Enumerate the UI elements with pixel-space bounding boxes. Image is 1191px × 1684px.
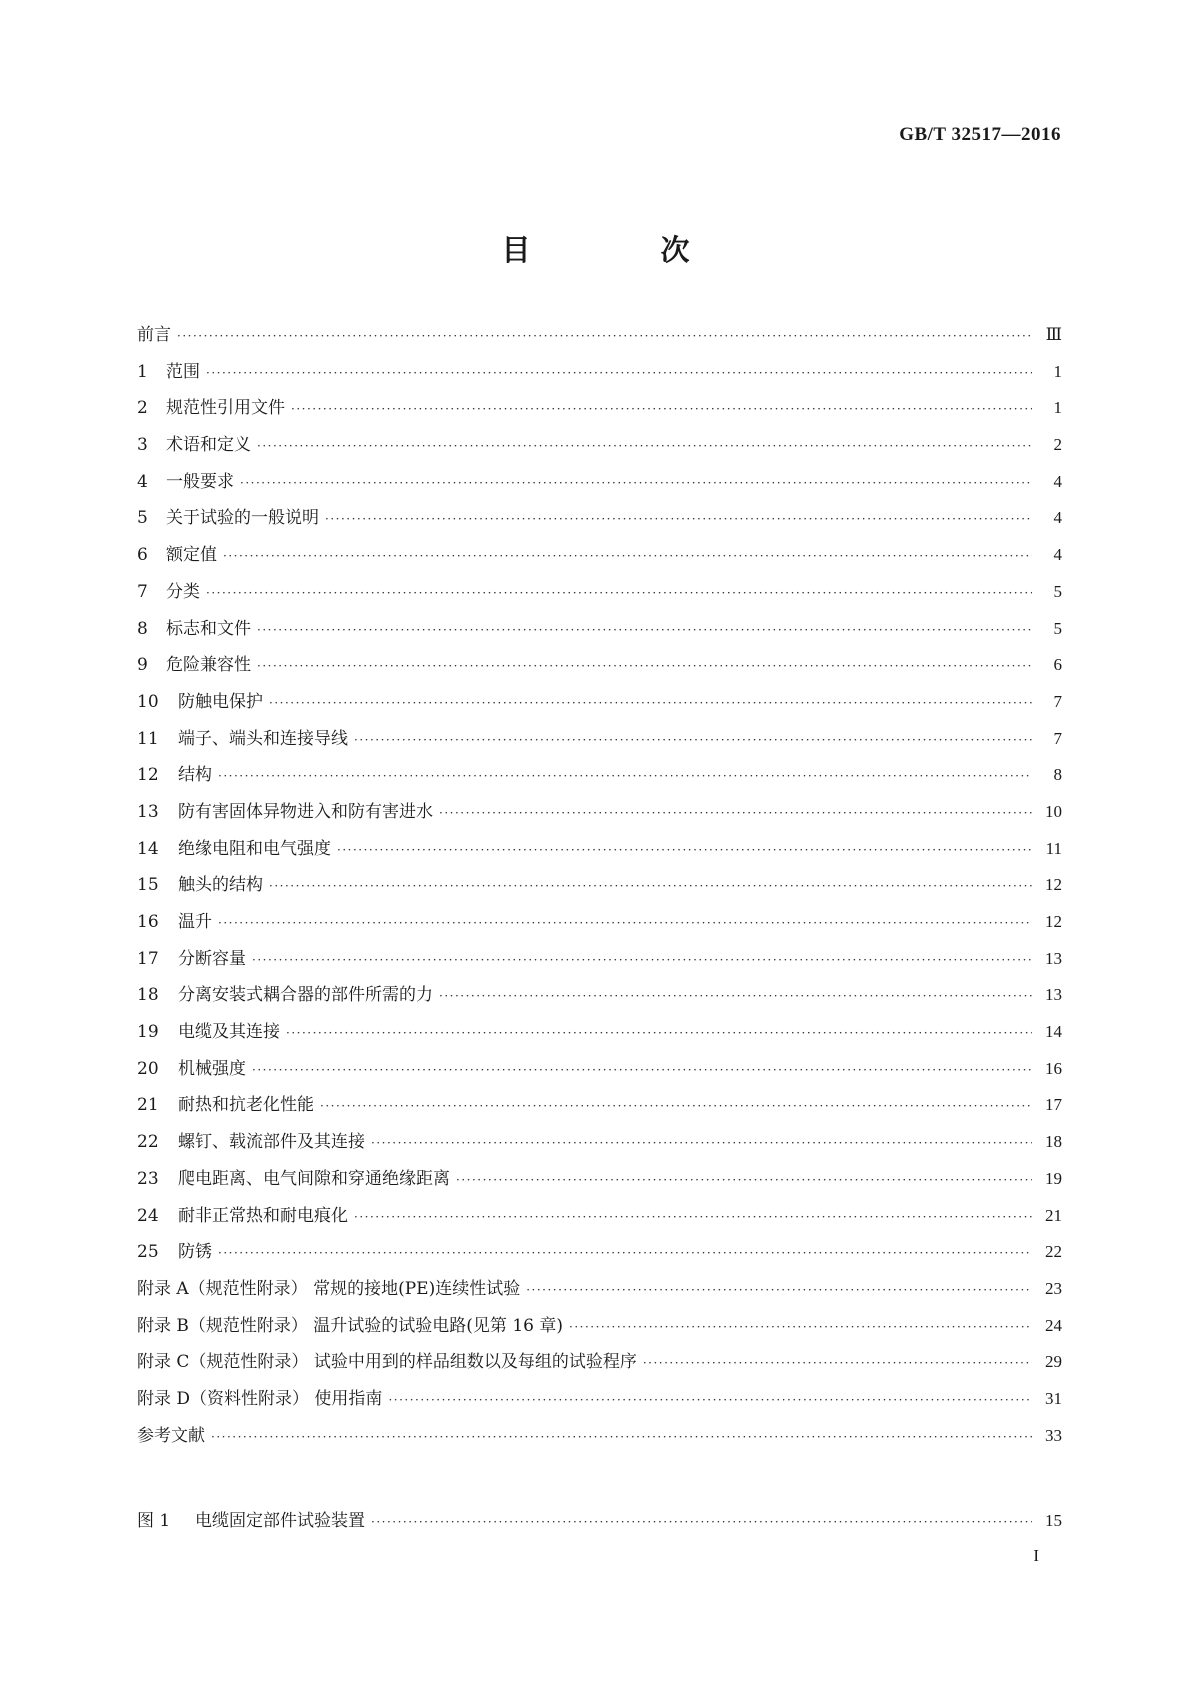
toc-entry[interactable] — [137, 540, 1062, 577]
toc-entry-page: 5 — [1053, 618, 1062, 638]
toc-entry-number: 13 — [137, 801, 159, 822]
dot-leader — [252, 1063, 1032, 1077]
toc-entry-number: 2 — [137, 398, 148, 419]
toc-entry[interactable] — [137, 1017, 1062, 1054]
figure-number: 图 1 — [137, 1511, 171, 1531]
table-of-contents — [137, 320, 1062, 1457]
toc-entry-page: 12 — [1045, 875, 1062, 895]
toc-entry[interactable] — [137, 1127, 1062, 1164]
toc-entry-label: 防锈 — [178, 1242, 212, 1263]
toc-entry-page: 16 — [1045, 1058, 1062, 1078]
toc-entry-number: 14 — [137, 838, 159, 859]
dot-leader — [354, 1210, 1032, 1224]
toc-entry[interactable] — [137, 1164, 1062, 1201]
toc-entry-page: 23 — [1045, 1278, 1062, 1298]
toc-entry-number: 23 — [137, 1168, 159, 1189]
toc-entry-number: 17 — [137, 948, 159, 969]
toc-entry-page: 4 — [1053, 471, 1062, 491]
toc-entry-page: 1 — [1053, 361, 1062, 381]
dot-leader — [643, 1356, 1032, 1370]
toc-entry[interactable] — [137, 320, 1062, 357]
dot-leader — [439, 806, 1032, 820]
dot-leader — [206, 586, 1032, 600]
toc-entry-label: 耐热和抗老化性能 — [178, 1095, 314, 1116]
toc-entry[interactable] — [137, 1090, 1062, 1127]
toc-entry-page: 8 — [1053, 765, 1062, 785]
toc-entry-label: 附录 C（规范性附录） 试验中用到的样品组数以及每组的试验程序 — [137, 1352, 637, 1373]
dot-leader — [218, 1246, 1032, 1260]
page-number: I — [1033, 1546, 1039, 1565]
toc-entry-label: 防有害固体异物进入和防有害进水 — [178, 801, 433, 822]
toc-entry-label: 术语和定义 — [166, 435, 251, 456]
toc-entry[interactable] — [137, 1274, 1062, 1311]
figure-entry[interactable] — [137, 1506, 1062, 1543]
figure-list — [137, 1506, 1062, 1543]
toc-entry-label: 耐非正常热和耐电痕化 — [178, 1205, 348, 1226]
toc-entry-page: 5 — [1053, 581, 1062, 601]
toc-entry-page: 6 — [1053, 655, 1062, 675]
dot-leader — [269, 696, 1032, 710]
toc-entry-label: 结构 — [178, 765, 212, 786]
dot-leader — [456, 1173, 1032, 1187]
toc-entry-number: 1 — [137, 361, 148, 382]
toc-entry[interactable] — [137, 393, 1062, 430]
dot-leader — [371, 1136, 1032, 1150]
dot-leader — [337, 843, 1032, 857]
toc-entry[interactable] — [137, 1384, 1062, 1421]
toc-entry-number: 22 — [137, 1132, 159, 1153]
toc-entry-page: 24 — [1045, 1315, 1062, 1335]
toc-entry-number: 19 — [137, 1022, 159, 1043]
toc-entry-label: 额定值 — [166, 545, 217, 566]
toc-entry-page: 31 — [1045, 1388, 1062, 1408]
toc-entry-label: 分类 — [166, 581, 200, 602]
toc-entry-label: 关于试验的一般说明 — [166, 508, 319, 529]
toc-entry-label: 触头的结构 — [178, 875, 263, 896]
toc-entry-number: 4 — [137, 471, 148, 492]
toc-entry-label: 绝缘电阻和电气强度 — [178, 838, 331, 859]
toc-entry[interactable] — [137, 430, 1062, 467]
toc-entry-page: 11 — [1045, 838, 1062, 858]
dot-leader — [211, 1430, 1032, 1444]
toc-title: 目 次 — [501, 233, 750, 267]
toc-entry-label: 螺钉、载流部件及其连接 — [178, 1132, 365, 1153]
toc-entry[interactable] — [137, 907, 1062, 944]
dot-leader — [371, 1515, 1032, 1529]
toc-entry-page: Ⅲ — [1045, 325, 1062, 344]
toc-entry-number: 20 — [137, 1058, 159, 1079]
toc-entry[interactable] — [137, 724, 1062, 761]
toc-entry-label: 附录 D（资料性附录） 使用指南 — [137, 1388, 383, 1409]
toc-entry-label: 参考文献 — [137, 1425, 205, 1446]
toc-entry-page: 4 — [1053, 545, 1062, 565]
dot-leader — [526, 1283, 1032, 1297]
toc-entry[interactable] — [137, 357, 1062, 394]
dot-leader — [223, 549, 1032, 563]
toc-entry[interactable] — [137, 1054, 1062, 1091]
toc-entry-label: 分离安装式耦合器的部件所需的力 — [178, 985, 433, 1006]
dot-leader — [325, 512, 1032, 526]
toc-entry-label: 温升 — [178, 912, 212, 932]
toc-entry-page: 21 — [1045, 1205, 1062, 1225]
toc-entry-page: 7 — [1053, 691, 1062, 711]
toc-entry-number: 3 — [137, 435, 148, 456]
toc-entry-number: 8 — [137, 618, 148, 639]
toc-entry-page: 14 — [1045, 1022, 1062, 1042]
toc-entry-page: 13 — [1045, 948, 1062, 968]
toc-entry[interactable] — [137, 1347, 1062, 1384]
toc-entry-label: 机械强度 — [178, 1058, 246, 1079]
toc-entry-label: 前言 — [137, 325, 171, 345]
dot-leader — [240, 476, 1032, 490]
toc-entry-number: 25 — [137, 1242, 159, 1263]
dot-leader — [257, 659, 1032, 673]
toc-entry-number: 7 — [137, 581, 148, 602]
toc-entry-number: 18 — [137, 985, 159, 1006]
toc-entry-page: 15 — [1045, 1511, 1062, 1530]
dot-leader — [252, 953, 1032, 967]
toc-entry[interactable] — [137, 760, 1062, 797]
toc-entry-label: 一般要求 — [166, 471, 234, 492]
toc-entry[interactable] — [137, 650, 1062, 687]
toc-entry-number: 6 — [137, 545, 148, 566]
dot-leader — [269, 879, 1032, 893]
toc-entry[interactable] — [137, 467, 1062, 504]
dot-leader — [320, 1099, 1032, 1113]
toc-entry-label: 标志和文件 — [166, 618, 251, 639]
toc-entry-number: 24 — [137, 1205, 159, 1226]
toc-entry[interactable] — [137, 944, 1062, 981]
standard-code: GB/T 32517—2016 — [899, 124, 1061, 145]
dot-leader — [218, 916, 1032, 930]
toc-entry[interactable] — [137, 980, 1062, 1017]
toc-entry-page: 7 — [1053, 728, 1062, 748]
toc-entry-label: 附录 B（规范性附录） 温升试验的试验电路(见第 16 章) — [137, 1315, 564, 1336]
dot-leader — [257, 439, 1032, 453]
toc-entry[interactable] — [137, 687, 1062, 724]
toc-entry-page: 13 — [1045, 985, 1062, 1005]
toc-entry-label: 规范性引用文件 — [166, 398, 285, 419]
toc-entry[interactable] — [137, 870, 1062, 907]
dot-leader — [177, 329, 1032, 343]
dot-leader — [206, 366, 1032, 380]
toc-entry-number: 9 — [137, 655, 148, 676]
toc-entry[interactable] — [137, 1237, 1062, 1274]
toc-entry-label: 爬电距离、电气间隙和穿通绝缘距离 — [178, 1168, 450, 1189]
dot-leader — [569, 1320, 1032, 1334]
toc-entry-page: 2 — [1053, 435, 1062, 455]
toc-entry[interactable] — [137, 1421, 1062, 1458]
toc-entry[interactable] — [137, 614, 1062, 651]
toc-entry-number: 10 — [137, 691, 159, 712]
toc-entry-label: 危险兼容性 — [166, 655, 251, 676]
toc-entry-page: 1 — [1053, 398, 1062, 418]
dot-leader — [439, 989, 1032, 1003]
toc-entry-page: 12 — [1045, 912, 1062, 931]
dot-leader — [286, 1026, 1032, 1040]
dot-leader — [388, 1393, 1032, 1407]
toc-entry-number: 5 — [137, 508, 148, 529]
dot-leader — [218, 769, 1032, 783]
toc-entry[interactable] — [137, 577, 1062, 614]
toc-entry-page: 29 — [1045, 1352, 1062, 1372]
toc-entry-label: 电缆及其连接 — [178, 1022, 280, 1043]
toc-entry[interactable] — [137, 1311, 1062, 1348]
dot-leader — [291, 402, 1032, 416]
toc-entry-label: 电缆固定部件试验装置 — [195, 1511, 365, 1531]
toc-entry-page: 17 — [1045, 1095, 1062, 1115]
toc-entry-label: 分断容量 — [178, 948, 246, 969]
toc-entry-page: 19 — [1045, 1168, 1062, 1188]
toc-entry-label: 范围 — [166, 361, 200, 382]
toc-entry-number: 11 — [137, 728, 159, 749]
toc-entry-label: 端子、端头和连接导线 — [178, 728, 348, 749]
toc-entry-label: 防触电保护 — [178, 691, 263, 712]
toc-entry-number: 12 — [137, 765, 159, 786]
toc-entry[interactable] — [137, 834, 1062, 871]
toc-entry-page: 33 — [1045, 1425, 1062, 1445]
dot-leader — [354, 733, 1032, 747]
toc-entry-page: 4 — [1053, 508, 1062, 528]
toc-entry-number: 21 — [137, 1095, 159, 1116]
toc-entry[interactable] — [137, 503, 1062, 540]
toc-entry-number: 16 — [137, 912, 159, 932]
toc-entry-label: 附录 A（规范性附录） 常规的接地(PE)连续性试验 — [137, 1278, 521, 1299]
toc-entry-page: 18 — [1045, 1132, 1062, 1152]
toc-entry[interactable] — [137, 797, 1062, 834]
dot-leader — [257, 623, 1032, 637]
toc-entry-number: 15 — [137, 875, 159, 896]
toc-entry[interactable] — [137, 1201, 1062, 1238]
toc-entry-page: 10 — [1045, 801, 1062, 821]
toc-entry-page: 22 — [1045, 1242, 1062, 1262]
